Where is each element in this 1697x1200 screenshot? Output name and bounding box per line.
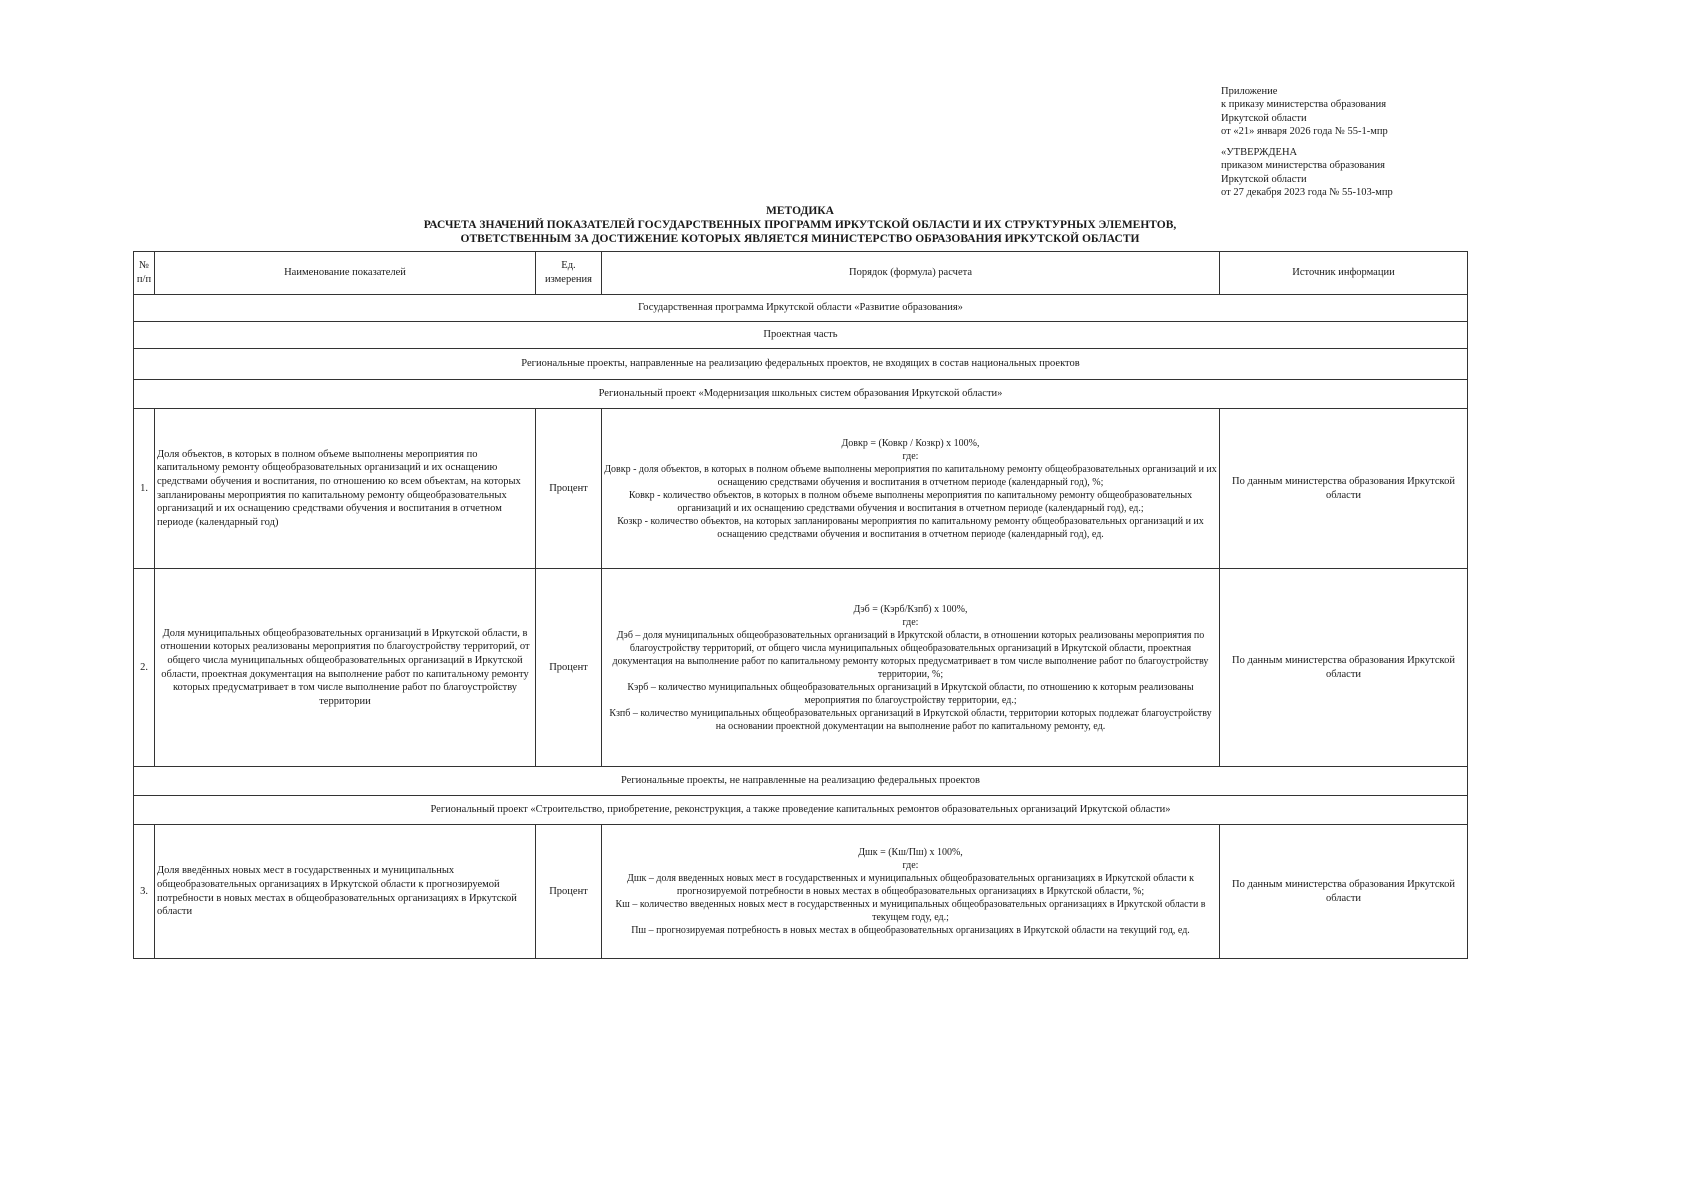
table-header-row (134, 252, 1468, 295)
title-line-3: ОТВЕТСТВЕННЫМ ЗА ДОСТИЖЕНИЕ КОТОРЫХ ЯВЛЯЕТСЯ МИНИСТЕРСТВО ОБРАЗОВАНИЯ ИРКУТСКОЙ ОБЛАСТИ (460, 233, 1140, 245)
section-program: Государственная программа Иркутской области «Развитие образования» (134, 295, 1468, 322)
section-modernization: Региональный проект «Модернизация школьных систем образования Иркутской области» (134, 380, 1468, 409)
appendix-header (1221, 85, 1388, 138)
formula-line: Дшк = (Кш/Пш) x 100%, (858, 847, 963, 858)
indicator-name: Доля введённых новых мест в государственных и муниципальных общеобразовательных организациях в Иркутской области к прогнозируемой потребности в новых местах в общеобразовательных организациях в Иркутской области (155, 825, 536, 959)
document-title (133, 204, 1467, 246)
appendix-line: от «21» января 2026 года № 55-1-мпр (1221, 125, 1388, 137)
formula-line: Козкр - количество объектов, на которых запланированы мероприятия по капитальному ремонту общеобразовательных организаций и их оснащению средствами обучения и воспитания в отчетном периоде (календарный год), ед. (617, 515, 1204, 540)
formula-line: Ковкр - количество объектов, в которых в полном объеме выполнены мероприятия по капитальному ремонту общеобразовательных организаций и их оснащению средствами обучения и воспитания в отчетном периоде (календарный год), ед.; (628, 489, 1193, 514)
table-row (134, 569, 1468, 767)
source-cell: По данным министерства образования Иркутской области (1220, 409, 1468, 569)
title-line-2: РАСЧЕТА ЗНАЧЕНИЙ ПОКАЗАТЕЛЕЙ ГОСУДАРСТВЕННЫХ ПРОГРАММ ИРКУТСКОЙ ОБЛАСТИ И ИХ СТРУКТУРНЫХ ЭЛЕМЕНТОВ, (423, 219, 1177, 231)
formula-line: где: (902, 450, 919, 462)
formula-line: Кш – количество введенных новых мест в государственных и муниципальных общеобразовательных организациях в Иркутской области в текущем году, ед.; (615, 899, 1206, 923)
formula-cell (602, 409, 1220, 569)
formula-line: Пш – прогнозируемая потребность в новых местах в общеобразовательных организациях в Иркутской области на текущий год, ед. (631, 925, 1190, 936)
appendix-line: к приказу министерства образования (1221, 99, 1387, 111)
header-unit-line: Ед. (561, 260, 576, 272)
formula-line: где: (902, 616, 919, 628)
section-regional-federal: Региональные проекты, направленные на реализацию федеральных проектов, не входящих в состав национальных проектов (134, 349, 1468, 380)
row-number: 2. (134, 569, 155, 767)
formula-cell (602, 569, 1220, 767)
appendix-line: Иркутской области (1221, 112, 1307, 124)
header-number-line: п/п (136, 274, 152, 285)
approval-line: от 27 декабря 2023 года № 55-103-мпр (1221, 186, 1393, 198)
section-project-part: Проектная часть (134, 322, 1468, 349)
header-formula: Порядок (формула) расчета (602, 252, 1220, 295)
row-number: 1. (134, 409, 155, 569)
formula-line: Дэб – доля муниципальных общеобразовательных организаций в Иркутской области, в отношении которых реализованы мероприятия по благоустройству территорий, от общего числа муниципальных общеобразовательных организаций в Иркутской области, проектная документация на выполнение работ по капитальному ремонту которых предусматривает в том числе выполнение работ по благоустройству территории, %; (612, 629, 1209, 680)
section-row-project-part (134, 322, 1468, 349)
unit-cell: Процент (536, 409, 602, 569)
formula-line: Довкр = (Ковкр / Козкр) x 100%, (841, 437, 980, 449)
header-number (134, 252, 155, 295)
approval-line: приказом министерства образования (1221, 160, 1385, 172)
unit-cell: Процент (536, 569, 602, 767)
unit-cell: Процент (536, 825, 602, 959)
header-unit-line: измерения (545, 274, 592, 285)
section-regional-nonfederal: Региональные проекты, не направленные на реализацию федеральных проектов (134, 767, 1468, 796)
section-row-regional-federal (134, 349, 1468, 380)
formula-line: Довкр - доля объектов, в которых в полном объеме выполнены мероприятия по капитальному ремонту общеобразовательных организаций и их оснащению средствами обучения и воспитания в отчетном периоде (календарный год), %; (604, 463, 1217, 488)
formula-line: где: (902, 860, 919, 871)
approval-header (1221, 146, 1393, 199)
indicator-name: Доля муниципальных общеобразовательных организаций в Иркутской области, в отношении которых реализованы мероприятия по благоустройству территорий, от общего числа муниципальных общеобразовательных организаций в Иркутской области, проектная документация на выполнение работ по капитальному ремонту которых предусматривает в том числе выполнение работ по благоустройству территории (155, 569, 536, 767)
header-number-line: № (138, 260, 150, 272)
header-source: Источник информации (1220, 252, 1468, 295)
header-unit (536, 252, 602, 295)
indicator-name: Доля объектов, в которых в полном объеме выполнены мероприятия по капитальному ремонту общеобразовательных организаций и их оснащению средствами обучения и воспитания, по отношению ко всем объектам, на которых запланированы мероприятия по капитальному ремонту общеобразовательных организаций и их оснащению средствами обучения и воспитания в отчетном периоде (календарный год) (155, 409, 536, 569)
formula-line: Дэб = (Кэрб/Кзпб) x 100%, (853, 603, 968, 615)
title-line-1: МЕТОДИКА (766, 205, 834, 217)
formula-line: Дшк – доля введенных новых мест в государственных и муниципальных общеобразовательных организациях в Иркутской области к прогнозируемой потребности в новых местах в общеобразовательных организациях в Иркутской области, %; (627, 873, 1194, 897)
formula-cell (602, 825, 1220, 959)
section-row-program (134, 295, 1468, 322)
section-construction: Региональный проект «Строительство, приобретение, реконструкция, а также проведение капитальных ремонтов образовательных организаций Иркутской области» (134, 796, 1468, 825)
section-row-modernization (134, 380, 1468, 409)
source-cell: По данным министерства образования Иркутской области (1220, 825, 1468, 959)
appendix-line: Приложение (1221, 86, 1278, 97)
approval-line: Иркутской области (1221, 173, 1307, 185)
section-row-regional-nonfederal (134, 767, 1468, 796)
table-row (134, 825, 1468, 959)
header-name: Наименование показателей (155, 252, 536, 295)
formula-line: Кзпб – количество муниципальных общеобразовательных организаций в Иркутской области, территории которых подлежат благоустройству на основании проектной документации на выполнение работ по капитальному ремонту, ед. (609, 707, 1212, 732)
methodology-table (133, 251, 1468, 959)
formula-line: Кэрб – количество муниципальных общеобразовательных организаций в Иркутской области, по отношению к которым реализованы мероприятия по благоустройству территории, ед.; (627, 681, 1194, 706)
approval-line: «УТВЕРЖДЕНА (1221, 147, 1298, 158)
row-number: 3. (134, 825, 155, 959)
source-cell: По данным министерства образования Иркутской области (1220, 569, 1468, 767)
table-row (134, 409, 1468, 569)
section-row-construction (134, 796, 1468, 825)
